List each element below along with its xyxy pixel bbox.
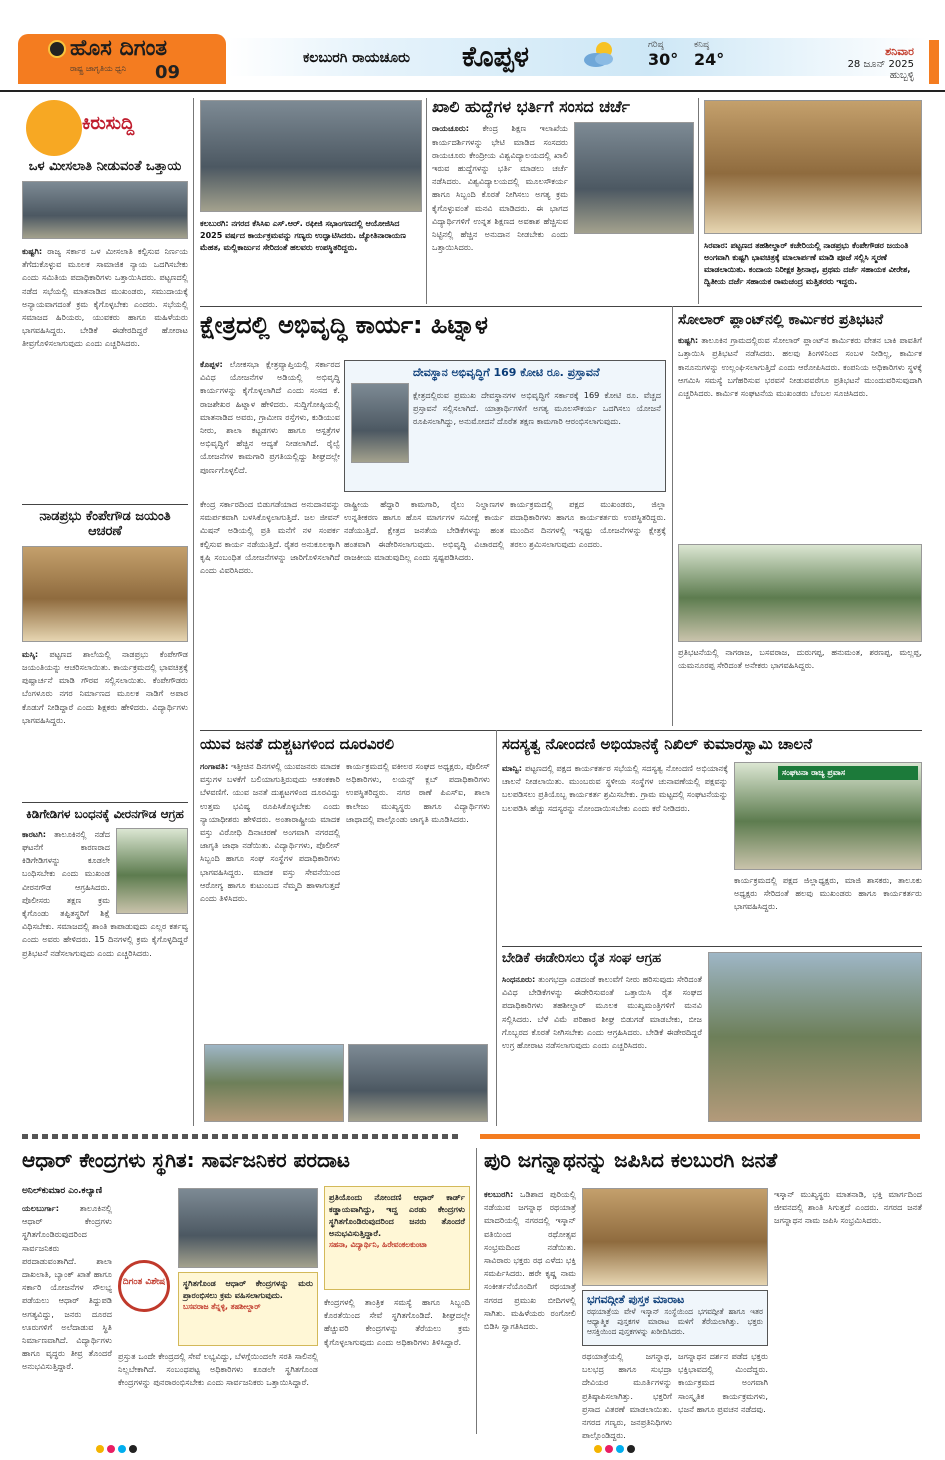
puri-col-4 bbox=[774, 1188, 922, 1434]
puri-body-4: ಇಸ್ಕಾನ್ ಮುಖ್ಯಸ್ಥರು ಮಾತನಾಡಿ, ಭಕ್ತಿ ಮಾರ್ಗದಿಂದ ಜೀವನದಲ್ಲಿ ಶಾಂತಿ ಸಿಗುತ್ತದೆ ಎಂದರು. ನಗರದ ಜನತೆ ಜಗನ್ನಾಥನ ನಾಮ ಜಪಿಸಿ ಸಂಭ್ರಮಿಸಿದರು. bbox=[774, 1189, 922, 1226]
masthead bbox=[0, 0, 945, 92]
puri-inset bbox=[582, 1290, 768, 1346]
column-divider bbox=[496, 730, 497, 1126]
lead-col-1b bbox=[200, 498, 340, 720]
page-number: 09 bbox=[155, 62, 181, 83]
lead-col-3 bbox=[510, 498, 666, 720]
aadhaar-quote-1-text: ಪ್ರತಿಯೊಂದು ನೋಂದಣಿ ಆಧಾರ್ ಕಾರ್ಡ್ ಕಡ್ಡಾಯವಾಗಿದ್ದು, ಇದ್ದ ಎರಡು ಕೇಂದ್ರಗಳು ಸ್ಥಗಿತಗೊಂಡಿರುವುದರಿಂದ ಜನರು ತೊಂದರೆ ಅನುಭವಿಸುತ್ತಿದ್ದಾರೆ. bbox=[329, 1192, 465, 1238]
membership-body-2: ಕಾರ್ಯಕ್ರಮದಲ್ಲಿ ಪಕ್ಷದ ಜಿಲ್ಲಾಧ್ಯಕ್ಷರು, ಮಾಜಿ ಶಾಸಕರು, ತಾಲೂಕು ಅಧ್ಯಕ್ಷರು ಸೇರಿದಂತೆ ಹಲವು ಮುಖಂಡರು ಹಾಗೂ ಕಾರ್ಯಕರ್ತರು ಭಾಗವಹಿಸಿದ್ದರು. bbox=[734, 875, 922, 912]
aadhaar-photo bbox=[178, 1188, 318, 1268]
edition-city: ಹುಬ್ಬಳ್ಳಿ bbox=[889, 70, 914, 81]
event-photo-caption: ಕಲಬುರಗಿ: ನಗರದ ಕೆಸಿಸಿಐ ಎಸ್.ಆರ್. ರಫೀಜಿ ಸಭಾಂಗಣದಲ್ಲಿ ಆಯೋಜಿಸಿದ 2025 ವರ್ಷದ ಕಾರ್ಯಕ್ರಮವನ್ನು ಗಣ್ಯರು ಉದ್ಘಾಟಿಸಿದರು. ಜ್ಯೋತಿನಾರಾಯಣ ಮೆಹತ, ಮಲ್ಲಿಕಾರ್ಜುನ ಸೇರಿದಂತೆ ಹಲವರು ಉಪಸ್ಥಿತರಿದ್ದರು. bbox=[200, 219, 406, 252]
registration-dot bbox=[616, 1445, 624, 1453]
registration-dot bbox=[605, 1445, 613, 1453]
brand-tagline: ರಾಷ್ಟ್ರ ಜಾಗೃತಿಯ ಧ್ವನಿ bbox=[70, 64, 127, 73]
section-title: ಕಿರುಸುದ್ದಿ bbox=[82, 113, 135, 134]
youth-photo-2 bbox=[348, 1044, 488, 1122]
puri-dateline: ಕಲಬುರಗಿ: bbox=[484, 1189, 514, 1199]
brief-3-body: ಕಾರಟಗಿ: ತಾಲೂಕಿನಲ್ಲಿ ನಡೆದ ಘಟನೆಗೆ ಕಾರಣರಾದ ಕಿಡಿಗೇಡಿಗಳನ್ನು ಕೂಡಲೇ ಬಂಧಿಸಬೇಕು ಎಂದು ಮುಖಂಡ ವೀರನಗೌಡ ಆಗ್ರಹಿಸಿದರು. ಪೊಲೀಸರು ತಕ್ಷಣ ಕ್ರಮ ಕೈಗೊಂಡು ತಪ್ಪಿತಸ್ಥರಿಗೆ ಶಿಕ್ಷೆ ವಿಧಿಸಬೇಕು. ಸಮಾಜದಲ್ಲಿ ಶಾಂತಿ ಕಾಪಾಡುವುದು ಎಲ್ಲರ ಕರ್ತವ್ಯ ಎಂದು ಅವರು ಹೇಳಿದರು. 15 ದಿನಗಳಲ್ಲಿ ಕ್ರಮ ಕೈಗೊಳ್ಳದಿದ್ದರೆ ಪ್ರತಿಭಟನೆ ನಡೆಸಲಾಗುವುದು ಎಂದು ಎಚ್ಚರಿಸಿದರು. bbox=[22, 828, 188, 958]
puri-col-1 bbox=[484, 1188, 576, 1434]
aadhaar-col-1 bbox=[22, 1202, 112, 1432]
column-divider bbox=[672, 306, 673, 726]
aadhaar-quote-2 bbox=[178, 1272, 318, 1346]
min-temp-block bbox=[694, 40, 724, 69]
puri-col-2 bbox=[582, 1350, 672, 1441]
youth-headline: ಯುವ ಜನತೆ ದುಶ್ಚಟಗಳಿಂದ ದೂರವಿರಲಿ bbox=[200, 735, 395, 753]
brief-1-body: ಕುಷ್ಟಗಿ: ರಾಜ್ಯ ಸರ್ಕಾರ ಒಳ ಮೀಸಲಾತಿ ಕಲ್ಪಿಸುವ ನಿರ್ಣಯ ತೆಗೆದುಕೊಳ್ಳುವ ಮೂಲಕ ಸಾಮಾಜಿಕ ನ್ಯಾಯ ಒದಗಿಸಬೇಕು ಎಂದು ಸಮಿತಿಯ ಪದಾಧಿಕಾರಿಗಳು ಒತ್ತಾಯಿಸಿದರು. ಪಟ್ಟಣದಲ್ಲಿ ನಡೆದ ಸಭೆಯಲ್ಲಿ ಮಾತನಾಡಿದ ಮುಖಂಡರು, ಸಮುದಾಯಕ್ಕೆ ಅನ್ಯಾಯವಾಗದಂತೆ ಕ್ರಮ ಕೈಗೊಳ್ಳಬೇಕು ಎಂದರು. ಸಭೆಯಲ್ಲಿ ಸಮಾಜದ ಹಿರಿಯರು, ಯುವಕರು ಹಾಗೂ ಮಹಿಳೆಯರು ಭಾಗವಹಿಸಿದ್ದರು. ಬೇಡಿಕೆ ಈಡೇರದಿದ್ದರೆ ಹೋರಾಟ ತೀವ್ರಗೊಳಿಸಲಾಗುವುದು ಎಂದು ಎಚ್ಚರಿಸಿದರು. bbox=[22, 245, 188, 349]
brief-1 bbox=[22, 160, 188, 351]
puri-inset-title: ಭಗವದ್ಗೀತೆ ಪುಸ್ತಕ ಮಾರಾಟ bbox=[587, 1293, 685, 1306]
lead-inset-box bbox=[344, 360, 666, 492]
aadhaar-dateline: ಯಲಬುರ್ಗಾ: bbox=[22, 1203, 60, 1213]
youth-body: ಗಂಗಾವತಿ: ಇತ್ತೀಚಿನ ದಿನಗಳಲ್ಲಿ ಯುವಜನರು ಮಾದಕ ವಸ್ತುಗಳ ಬಳಕೆಗೆ ಬಲಿಯಾಗುತ್ತಿರುವುದು ಆತಂಕಕಾರಿ ಬೆಳವಣಿಗೆ. ಯುವ ಜನತೆ ದುಶ್ಚಟಗಳಿಂದ ದೂರವಿದ್ದು ಉತ್ತಮ ಭವಿಷ್ಯ ರೂಪಿಸಿಕೊಳ್ಳಬೇಕು ಎಂದು ನ್ಯಾಯಾಧೀಶರು ಹೇಳಿದರು. ಅಂತಾರಾಷ್ಟ್ರೀಯ ಮಾದಕ ವಸ್ತು ವಿರೋಧಿ ದಿನಾಚರಣೆ ಅಂಗವಾಗಿ ನಗರದಲ್ಲಿ ಜಾಗೃತಿ ಜಾಥಾ ನಡೆಯಿತು. ವಿದ್ಯಾರ್ಥಿಗಳು, ಪೊಲೀಸ್ ಸಿಬ್ಬಂದಿ ಹಾಗೂ ಸಂಘ ಸಂಸ್ಥೆಗಳ ಪದಾಧಿಕಾರಿಗಳು ಭಾಗವಹಿಸಿದ್ದರು. ಮಾದಕ ವಸ್ತು ಸೇವನೆಯಿಂದ ಆರೋಗ್ಯ ಹಾಗೂ ಕುಟುಂಬದ ನೆಮ್ಮದಿ ಹಾಳಾಗುತ್ತದೆ ಎಂದು ತಿಳಿಸಿದರು. bbox=[200, 761, 340, 904]
brief-1-headline: ಒಳ ಮೀಸಲಾತಿ ನೀಡುವಂತೆ ಒತ್ತಾಯ bbox=[28, 159, 182, 174]
membership-banner: ಸಂಘಟನಾ ರಾಜ್ಯ ಪ್ರವಾಸ bbox=[778, 766, 918, 780]
column-divider bbox=[426, 98, 427, 304]
puri-body: ಕಲಬುರಗಿ: ಒಡಿಶಾದ ಪುರಿಯಲ್ಲಿ ನಡೆಯುವ ಜಗನ್ನಾಥ ರಥಯಾತ್ರೆ ಮಾದರಿಯಲ್ಲಿ ನಗರದಲ್ಲಿ ಇಸ್ಕಾನ್ ವತಿಯಿಂದ ರಥೋತ್ಸವ ಸಂಭ್ರಮದಿಂದ ನಡೆಯಿತು. ಸಾವಿರಾರು ಭಕ್ತರು ರಥ ಎಳೆದು ಭಕ್ತಿ ಸಮರ್ಪಿಸಿದರು. ಹರೇ ಕೃಷ್ಣ ನಾಮ ಸಂಕೀರ್ತನೆಯೊಂದಿಗೆ ರಥಯಾತ್ರೆ ನಗರದ ಪ್ರಮುಖ ಬೀದಿಗಳಲ್ಲಿ ಸಾಗಿತು. ಮಹಿಳೆಯರು ರಂಗೋಲಿ ಬಿಡಿಸಿ ಸ್ವಾಗತಿಸಿದರು. bbox=[484, 1189, 576, 1332]
max-temp-label: ಗರಿಷ್ಠ bbox=[648, 40, 664, 50]
rathayatra-photo bbox=[582, 1188, 768, 1286]
region-names: ಕಲಬುರಗಿ ರಾಯಚೂರು bbox=[303, 50, 410, 66]
lead-dateline: ಕೊಪ್ಪಳ: bbox=[200, 359, 223, 369]
divider bbox=[502, 946, 922, 947]
aadhaar-col-3 bbox=[324, 1296, 470, 1432]
min-temp: 24° bbox=[694, 50, 725, 69]
membership-dateline: ಮಾನ್ವಿ: bbox=[502, 763, 522, 773]
column-divider bbox=[476, 1148, 477, 1434]
brief-2-headline: ನಾಡಪ್ರಭು ಕೆಂಪೇಗೌಡ ಜಯಂತಿ ಆಚರಣೆ bbox=[39, 509, 171, 539]
farmers-headline: ಬೇಡಿಕೆ ಈಡೇರಿಸಲು ರೈತ ಸಂಘ ಆಗ್ರಹ bbox=[502, 951, 662, 966]
min-temp-label: ಕನಿಷ್ಠ bbox=[694, 40, 710, 50]
brief-3 bbox=[22, 808, 188, 960]
brief-2 bbox=[22, 510, 188, 727]
divider bbox=[22, 802, 188, 803]
photo-story-1 bbox=[200, 100, 422, 254]
kempegowda-caption: ಸಿರವಾರ: ಪಟ್ಟಣದ ತಹಶೀಲ್ದಾರ್ ಕಚೇರಿಯಲ್ಲಿ ನಾಡಪ್ರಭು ಕೆಂಪೇಗೌಡರ ಜಯಂತಿ ಅಂಗವಾಗಿ ಕುಷ್ಟಗಿ ಭಾವಚಿತ್ರಕ್ಕೆ ಮಾಲಾರ್ಪಣೆ ಮಾಡಿ ಪೂಜೆ ಸಲ್ಲಿಸಿ ಸ್ಮರಣೆ ಮಾಡಲಾಯಿತು. ಕಂದಾಯ ನಿರೀಕ್ಷಕ ಶ್ರೀನಾಥ, ಪ್ರಥಮ ದರ್ಜೆ ಸಹಾಯಕ ವೀರೇಶ, ದ್ವಿತೀಯ ದರ್ಜೆ ಸಹಾಯಕ ರಾಮಚಂದ್ರ ಮತ್ತಿತರರು ಇದ್ದರು. bbox=[704, 241, 911, 286]
youth-col-1 bbox=[200, 760, 340, 1040]
story-vacancy-headline: ಖಾಲಿ ಹುದ್ದೆಗಳ ಭರ್ತಿಗೆ ಸಂಸದ ಚರ್ಚೆ bbox=[432, 97, 630, 116]
farmers-story bbox=[502, 952, 702, 1117]
registration-dot bbox=[594, 1445, 602, 1453]
puri-inset-body: ರಥಯಾತ್ರೆಯ ವೇಳೆ ಇಸ್ಕಾನ್ ಸಂಸ್ಥೆಯಿಂದ ಭಗವದ್ಗೀತೆ ಹಾಗೂ ಇತರ ಆಧ್ಯಾತ್ಮಿಕ ಪುಸ್ತಕಗಳ ಮಾರಾಟ ಮಳಿಗೆ ತೆರೆಯಲಾಗಿತ್ತು. ಭಕ್ತರು ಆಸಕ್ತಿಯಿಂದ ಪುಸ್ತಕಗಳನ್ನು ಖರೀದಿಸಿದರು. bbox=[587, 1306, 763, 1336]
max-temp: 30° bbox=[648, 50, 679, 69]
column-divider bbox=[193, 98, 194, 1126]
brief-3-dateline: ಕಾರಟಗಿ: bbox=[22, 828, 47, 839]
event-photo bbox=[200, 100, 422, 212]
farmers-dateline: ಸಿಂಧನೂರು: bbox=[502, 973, 536, 984]
brief-3-headline: ಕಿಡಿಗೇಡಿಗಳ ಬಂಧನಕ್ಕೆ ವೀರನಗೌಡ ಆಗ್ರಹ bbox=[26, 807, 184, 821]
farmers-photo bbox=[708, 952, 922, 1122]
partly-cloudy-icon bbox=[582, 40, 618, 68]
registration-dot bbox=[129, 1445, 137, 1453]
lead-body-1: ಕೊಪ್ಪಳ: ಲೋಕಸಭಾ ಕ್ಷೇತ್ರವ್ಯಾಪ್ತಿಯಲ್ಲಿ ಸರ್ಕಾರದ ವಿವಿಧ ಯೋಜನೆಗಳ ಅಡಿಯಲ್ಲಿ ಅಭಿವೃದ್ಧಿ ಕಾರ್ಯಗಳನ್ನು ಕೈಗೊಳ್ಳಲಾಗಿದೆ ಎಂದು ಸಂಸದ ಕೆ. ರಾಜಶೇಖರ ಹಿಟ್ನಾಳ ಹೇಳಿದರು. ಸುದ್ದಿಗೋಷ್ಠಿಯಲ್ಲಿ ಮಾತನಾಡಿದ ಅವರು, ಗ್ರಾಮೀಣ ರಸ್ತೆಗಳು, ಕುಡಿಯುವ ನೀರು, ಶಾಲಾ ಕಟ್ಟಡಗಳು ಹಾಗೂ ಆಸ್ಪತ್ರೆಗಳ ಅಭಿವೃದ್ಧಿಗೆ ಹೆಚ್ಚಿನ ಆದ್ಯತೆ ನೀಡಲಾಗಿದೆ. ರೈಲ್ವೆ ಯೋಜನೆಗಳ ಕಾಮಗಾರಿ ಪ್ರಗತಿಯಲ್ಲಿದ್ದು ಶೀಘ್ರದಲ್ಲೇ ಪೂರ್ಣಗೊಳ್ಳಲಿದೆ. bbox=[200, 359, 340, 475]
divider bbox=[200, 306, 922, 307]
aadhaar-quote-1 bbox=[324, 1186, 470, 1290]
lead-inset-title: ದೇವಸ್ಥಾನ ಅಭಿವೃದ್ಧಿಗೆ 169 ಕೋಟಿ ರೂ. ಪ್ರಸ್ತಾವನೆ bbox=[413, 366, 600, 379]
print-registration-dots-right bbox=[594, 1438, 638, 1446]
lead-body-4: ಕಾರ್ಯಕ್ರಮದಲ್ಲಿ ಪಕ್ಷದ ಮುಖಂಡರು, ಜಿಲ್ಲಾ ಪದಾಧಿಕಾರಿಗಳು ಹಾಗೂ ಕಾರ್ಯಕರ್ತರು ಉಪಸ್ಥಿತರಿದ್ದರು. ಮುಂದಿನ ದಿನಗಳಲ್ಲಿ ಇನ್ನಷ್ಟು ಯೋಜನೆಗಳನ್ನು ಕ್ಷೇತ್ರಕ್ಕೆ ತರಲು ಶ್ರಮಿಸಲಾಗುವುದು ಎಂದರು. bbox=[510, 499, 666, 549]
puri-body-3: ಜಗನ್ನಾಥನ ದರ್ಶನ ಪಡೆದ ಭಕ್ತರು ಭಕ್ತಿಭಾವದಲ್ಲಿ ಮಿಂದೆದ್ದರು. ಕಾರ್ಯಕ್ರಮದ ಅಂಗವಾಗಿ ಸಾಂಸ್ಕೃತಿಕ ಕಾರ್ಯಕ್ರಮಗಳು, ಭಜನೆ ಹಾಗೂ ಪ್ರವಚನ ನಡೆದವು. bbox=[678, 1351, 768, 1414]
youth-col-2 bbox=[346, 760, 490, 1040]
issue-date: 28 ಜೂನ್ 2025 bbox=[847, 59, 914, 70]
registration-dot bbox=[96, 1445, 104, 1453]
aadhaar-body-2: ಪ್ರಸ್ತುತ ಒಂದೇ ಕೇಂದ್ರದಲ್ಲಿ ಸೇವೆ ಲಭ್ಯವಿದ್ದು, ಬೆಳಗ್ಗೆಯಿಂದಲೇ ಸರತಿ ಸಾಲಿನಲ್ಲಿ ನಿಲ್ಲಬೇಕಾಗಿದೆ. ಸಂಬಂಧಪಟ್ಟ ಅಧಿಕಾರಿಗಳು ಕೂಡಲೇ ಸ್ಥಗಿತಗೊಂಡ ಕೇಂದ್ರಗಳನ್ನು ಪುನರಾರಂಭಿಸಬೇಕು ಎಂದು ಸಾರ್ವಜನಿಕರು ಒತ್ತಾಯಿಸಿದ್ದಾರೆ. bbox=[118, 1351, 318, 1388]
lead-body-2: ಕೇಂದ್ರ ಸರ್ಕಾರದಿಂದ ಬಿಡುಗಡೆಯಾದ ಅನುದಾನವನ್ನು ಸಮರ್ಪಕವಾಗಿ ಬಳಸಿಕೊಳ್ಳಲಾಗುತ್ತಿದೆ. ಜಲ ಜೀವನ್ ಮಿಷನ್ ಅಡಿಯಲ್ಲಿ ಪ್ರತಿ ಮನೆಗೆ ನಳ ಸಂಪರ್ಕ ಕಲ್ಪಿಸುವ ಕಾರ್ಯ ನಡೆಯುತ್ತಿದೆ. ರೈತರ ಅನುಕೂಲಕ್ಕಾಗಿ ಕೃಷಿ ಸಂಬಂಧಿತ ಯೋಜನೆಗಳನ್ನು ಜಾರಿಗೊಳಿಸಲಾಗಿದೆ ಎಂದು ವಿವರಿಸಿದರು. bbox=[200, 499, 340, 576]
brand-logo: ಹೊಸ ದಿಗಂತ bbox=[70, 36, 168, 61]
divider bbox=[200, 730, 922, 731]
aadhaar-col-2 bbox=[118, 1350, 318, 1432]
puri-headline: ಪುರಿ ಜಗನ್ನಾಥನನ್ನು ಜಪಿಸಿದ ಕಲಬುರಗಿ ಜನತೆ bbox=[484, 1148, 778, 1172]
membership-body: ಮಾನ್ವಿ: ಪಟ್ಟಣದಲ್ಲಿ ಪಕ್ಷದ ಕಾರ್ಯಕರ್ತರ ಸಭೆಯಲ್ಲಿ ಸದಸ್ಯತ್ವ ನೋಂದಣಿ ಅಭಿಯಾನಕ್ಕೆ ಚಾಲನೆ ನೀಡಲಾಯಿತು. ಮುಂಬರುವ ಸ್ಥಳೀಯ ಸಂಸ್ಥೆಗಳ ಚುನಾವಣೆಯಲ್ಲಿ ಪಕ್ಷವನ್ನು ಬಲಪಡಿಸಲು ಪ್ರತಿಯೊಬ್ಬ ಕಾರ್ಯಕರ್ತ ಶ್ರಮಿಸಬೇಕು. ಗ್ರಾಮ ಮಟ್ಟದಲ್ಲಿ ಸಂಘಟನೆಯನ್ನು ಬಲಪಡಿಸಿ ಹೆಚ್ಚು ಸದಸ್ಯರನ್ನು ನೋಂದಾಯಿಸಬೇಕು ಎಂದು ಕರೆ ನೀಡಿದರು. bbox=[502, 763, 728, 813]
youth-body-2: ಕಾರ್ಯಕ್ರಮದಲ್ಲಿ ವಕೀಲರ ಸಂಘದ ಅಧ್ಯಕ್ಷರು, ಪೊಲೀಸ್ ಅಧಿಕಾರಿಗಳು, ಲಯನ್ಸ್ ಕ್ಲಬ್ ಪದಾಧಿಕಾರಿಗಳು ಉಪಸ್ಥಿತರಿದ್ದರು. ನಗರ ಠಾಣೆ ಪಿಎಸ್ಐ, ಶಾಲಾ ಕಾಲೇಜು ಮುಖ್ಯಸ್ಥರು ಹಾಗೂ ವಿದ್ಯಾರ್ಥಿಗಳು ಜಾಥಾದಲ್ಲಿ ಪಾಲ್ಗೊಂಡು ಜಾಗೃತಿ ಮೂಡಿಸಿದರು. bbox=[346, 761, 490, 824]
weekday: ಶನಿವಾರ bbox=[885, 45, 914, 58]
membership-col-2 bbox=[734, 874, 922, 942]
kirusuddi-badge-icon bbox=[26, 100, 82, 156]
brief-2-photo bbox=[22, 546, 188, 642]
solar-body: ಕುಷ್ಟಗಿ: ತಾಲೂಕಿನ ಗ್ರಾಮದಲ್ಲಿರುವ ಸೋಲಾರ್ ಪ್ಲಾಂಟ್‌ನ ಕಾರ್ಮಿಕರು ವೇತನ ಬಾಕಿ ಪಾವತಿಗೆ ಒತ್ತಾಯಿಸಿ ಪ್ರತಿಭಟನೆ ನಡೆಸಿದರು. ಹಲವು ತಿಂಗಳಿನಿಂದ ಸಂಬಳ ನೀಡಿಲ್ಲ, ಕಾರ್ಮಿಕ ಕಾನೂನುಗಳನ್ನು ಉಲ್ಲಂಘಿಸಲಾಗುತ್ತಿದೆ ಎಂದು ಆರೋಪಿಸಿದರು. ಕಂಪನಿಯ ಅಧಿಕಾರಿಗಳು ಸ್ಥಳಕ್ಕೆ ಆಗಮಿಸಿ ಸಮಸ್ಯೆ ಬಗೆಹರಿಸುವ ಭರವಸೆ ನೀಡುವವರೆಗೂ ಪ್ರತಿಭಟನೆ ಮುಂದುವರಿಸುವುದಾಗಿ ಎಚ್ಚರಿಸಿದರು. ಕಾರ್ಮಿಕ ಸಂಘಟನೆಯ ಮುಖಂಡರು ಬೆಂಬಲ ಸೂಚಿಸಿದರು. bbox=[678, 335, 922, 398]
lead-col-2 bbox=[344, 498, 504, 720]
lead-story bbox=[200, 312, 668, 340]
aadhaar-quote-2-text: ಸ್ಥಗಿತಗೊಂಡ ಆಧಾರ್ ಕೇಂದ್ರಗಳನ್ನು ಮರು ಪ್ರಾರಂಭಿಸಲು ಕ್ರಮ ವಹಿಸಲಾಗುವುದು. bbox=[183, 1278, 313, 1300]
brief-1-photo bbox=[22, 181, 188, 239]
youth-story bbox=[200, 736, 490, 753]
aadhaar-quote-1-by: ಸಹನಾ, ವಿದ್ಯಾರ್ಥಿನಿ, ಹಿರೇವಂಕಲಕುಂಟಾ bbox=[329, 1240, 427, 1249]
aadhaar-body-3: ಕೇಂದ್ರಗಳಲ್ಲಿ ತಾಂತ್ರಿಕ ಸಮಸ್ಯೆ ಹಾಗೂ ಸಿಬ್ಬಂದಿ ಕೊರತೆಯಿಂದ ಸೇವೆ ಸ್ಥಗಿತಗೊಂಡಿದೆ. ಶೀಘ್ರದಲ್ಲೇ ಹೆಚ್ಚುವರಿ ಕೇಂದ್ರಗಳನ್ನು ತೆರೆಯಲು ಕ್ರಮ ಕೈಗೊಳ್ಳಲಾಗುವುದು ಎಂದು ಅಧಿಕಾರಿಗಳು ತಿಳಿಸಿದ್ದಾರೆ. bbox=[324, 1297, 470, 1347]
brief-1-dateline: ಕುಷ್ಟಗಿ: bbox=[22, 245, 43, 256]
registration-dot bbox=[118, 1445, 126, 1453]
vishesha-badge: ದಿಗಂತ ವಿಶೇಷ bbox=[118, 1260, 170, 1312]
mp-portrait bbox=[351, 383, 409, 463]
photo-story-3 bbox=[704, 100, 922, 288]
puri-col-3 bbox=[678, 1350, 768, 1434]
divider bbox=[22, 504, 188, 505]
solar-headline: ಸೋಲಾರ್ ಪ್ಲಾಂಟ್‌ನಲ್ಲಿ ಕಾರ್ಮಿಕರ ಪ್ರತಿಭಟನೆ bbox=[678, 312, 884, 328]
aadhaar-byline-name: ಅನಿಲ್‌ಕುಮಾರ ಎಂ.ಕಲ್ಯಾಣಿ bbox=[22, 1186, 103, 1196]
youth-photo-1 bbox=[204, 1044, 344, 1122]
story-vacancy-photo bbox=[574, 122, 694, 234]
aadhaar-body: ಯಲಬುರ್ಗಾ: ತಾಲೂಕಿನಲ್ಲಿ ಆಧಾರ್ ಕೇಂದ್ರಗಳು ಸ್ಥಗಿತಗೊಂಡಿರುವುದರಿಂದ ಸಾರ್ವಜನಿಕರು ಪರದಾಡುವಂತಾಗಿದೆ. ಶಾಲಾ ದಾಖಲಾತಿ, ಬ್ಯಾಂಕ್ ಖಾತೆ ಹಾಗೂ ಸರ್ಕಾರಿ ಯೋಜನೆಗಳ ಸೌಲಭ್ಯ ಪಡೆಯಲು ಆಧಾರ್ ತಿದ್ದುಪಡಿ ಅಗತ್ಯವಿದ್ದು, ಜನರು ದೂರದ ಊರುಗಳಿಗೆ ಅಲೆದಾಡುವ ಸ್ಥಿತಿ ನಿರ್ಮಾಣವಾಗಿದೆ. ವಿದ್ಯಾರ್ಥಿಗಳು ಹಾಗೂ ವೃದ್ಧರು ತೀವ್ರ ತೊಂದರೆ ಅನುಭವಿಸುತ್ತಿದ್ದಾರೆ. bbox=[22, 1203, 112, 1372]
lead-col-1 bbox=[200, 358, 340, 477]
brief-3-portrait bbox=[116, 828, 188, 914]
brand-emblem-icon bbox=[48, 40, 66, 58]
masthead-accent bbox=[929, 40, 939, 84]
date-block bbox=[824, 45, 914, 81]
farmers-body: ಸಿಂಧನೂರು: ತುಂಗಭದ್ರಾ ಎಡದಂಡೆ ಕಾಲುವೆಗೆ ನೀರು ಹರಿಸುವುದು ಸೇರಿದಂತೆ ವಿವಿಧ ಬೇಡಿಕೆಗಳನ್ನು ಈಡೇರಿಸುವಂತೆ ಒತ್ತಾಯಿಸಿ ರೈತ ಸಂಘದ ಪದಾಧಿಕಾರಿಗಳು ತಹಶೀಲ್ದಾರ್ ಮೂಲಕ ಮುಖ್ಯಮಂತ್ರಿಗಳಿಗೆ ಮನವಿ ಸಲ್ಲಿಸಿದರು. ಬೆಳೆ ವಿಮೆ ಪರಿಹಾರ ಶೀಘ್ರ ಬಿಡುಗಡೆ ಮಾಡಬೇಕು, ಬೀಜ ಗೊಬ್ಬರದ ಕೊರತೆ ನೀಗಿಸಬೇಕು ಎಂದು ಆಗ್ರಹಿಸಿದರು. ಬೇಡಿಕೆ ಈಡೇರದಿದ್ದರೆ ಉಗ್ರ ಹೋರಾಟ ನಡೆಸಲಾಗುವುದು ಎಂದು ಎಚ್ಚರಿಸಿದರು. bbox=[502, 973, 702, 1050]
print-registration-dots-left bbox=[96, 1438, 140, 1446]
brief-2-dateline: ಮಸ್ಕಿ: bbox=[22, 648, 39, 659]
story-vacancy-body: ರಾಯಚೂರು: ಕೇಂದ್ರ ಶಿಕ್ಷಣ ಇಲಾಖೆಯ ಕಾರ್ಯದರ್ಶಿಗಳನ್ನು ಭೇಟಿ ಮಾಡಿದ ಸಂಸದರು ರಾಯಚೂರು ಕೇಂದ್ರೀಯ ವಿಶ್ವವಿದ್ಯಾಲಯದಲ್ಲಿ ಖಾಲಿ ಇರುವ ಹುದ್ದೆಗಳನ್ನು ಭರ್ತಿ ಮಾಡಲು ಚರ್ಚೆ ನಡೆಸಿದರು. ವಿಶ್ವವಿದ್ಯಾಲಯದಲ್ಲಿ ಮೂಲಸೌಕರ್ಯ ಹಾಗೂ ಸಿಬ್ಬಂದಿ ಕೊರತೆ ನೀಗಿಸಲು ಅಗತ್ಯ ಕ್ರಮ ಕೈಗೊಳ್ಳುವಂತೆ ಮನವಿ ಮಾಡಿದರು. ಈ ಭಾಗದ ವಿದ್ಯಾರ್ಥಿಗಳಿಗೆ ಉನ್ನತ ಶಿಕ್ಷಣದ ಅವಕಾಶ ಹೆಚ್ಚಿಸುವ ನಿಟ್ಟಿನಲ್ಲಿ ಹೆಚ್ಚಿನ ಅನುದಾನ ನೀಡಬೇಕು ಎಂದು ಒತ್ತಾಯಿಸಿದರು. bbox=[432, 123, 568, 253]
membership-headline: ಸದಸ್ಯತ್ವ ನೋಂದಣಿ ಅಭಿಯಾನಕ್ಕೆ ನಿಖಿಲ್ ಕುಮಾರಸ್ವಾಮಿ ಚಾಲನೆ bbox=[502, 735, 813, 753]
section-bar-right bbox=[480, 1134, 920, 1139]
aadhaar-quote-2-by: ಬಸವರಾಜ ತೆನ್ನಳ್ಳಿ, ತಹಶೀಲ್ದಾರ್ bbox=[183, 1302, 261, 1311]
solar-body-2: ಪ್ರತಿಭಟನೆಯಲ್ಲಿ ನಾಗರಾಜ, ಬಸವರಾಜ, ದುರುಗಪ್ಪ, ಹನುಮಂತ, ಶರಣಪ್ಪ, ಮಲ್ಲಪ್ಪ, ಯಮನೂರಪ್ಪ ಸೇರಿದಂತೆ ಅನೇಕರು ಭಾಗವಹಿಸಿದ್ದರು. bbox=[678, 647, 922, 671]
solar-story bbox=[678, 312, 922, 706]
aadhaar-headline: ಆಧಾರ್ ಕೇಂದ್ರಗಳು ಸ್ಥಗಿತ: ಸಾರ್ವಜನಿಕರ ಪರದಾಟ bbox=[22, 1148, 350, 1172]
youth-dateline: ಗಂಗಾವತಿ: bbox=[200, 761, 229, 771]
solar-protest-photo bbox=[678, 544, 922, 642]
membership-story bbox=[502, 736, 922, 753]
solar-dateline: ಕುಷ್ಟಗಿ: bbox=[678, 335, 699, 346]
story-vacancy-dateline: ರಾಯಚೂರು: bbox=[432, 123, 470, 134]
registration-dot bbox=[107, 1445, 115, 1453]
region-city: ಕೊಪ್ಪಳ bbox=[462, 40, 529, 73]
section-bar-left bbox=[22, 1134, 462, 1139]
column-divider bbox=[698, 98, 699, 304]
membership-col-1 bbox=[502, 762, 728, 942]
story-vacancy bbox=[432, 98, 694, 254]
kempegowda-photo bbox=[704, 100, 922, 234]
registration-dot bbox=[627, 1445, 635, 1453]
puri-body-2: ರಥಯಾತ್ರೆಯಲ್ಲಿ ಜಗನ್ನಾಥ, ಬಲಭದ್ರ ಹಾಗೂ ಸುಭದ್ರಾ ದೇವಿಯರ ಮೂರ್ತಿಗಳನ್ನು ಪ್ರತಿಷ್ಠಾಪಿಸಲಾಗಿತ್ತು. ಭಕ್ತರಿಗೆ ಪ್ರಸಾದ ವಿತರಣೆ ಮಾಡಲಾಯಿತು. ನಗರದ ಗಣ್ಯರು, ಜನಪ್ರತಿನಿಧಿಗಳು ಪಾಲ್ಗೊಂಡಿದ್ದರು. bbox=[582, 1351, 672, 1441]
lead-headline: ಕ್ಷೇತ್ರದಲ್ಲಿ ಅಭಿವೃದ್ಧಿ ಕಾರ್ಯ: ಹಿಟ್ನಾಳ bbox=[200, 311, 488, 339]
brief-2-body: ಮಸ್ಕಿ: ಪಟ್ಟಣದ ಶಾಲೆಯಲ್ಲಿ ನಾಡಪ್ರಭು ಕೆಂಪೇಗೌಡ ಜಯಂತಿಯನ್ನು ಆಚರಿಸಲಾಯಿತು. ಕಾರ್ಯಕ್ರಮದಲ್ಲಿ ಭಾವಚಿತ್ರಕ್ಕೆ ಪುಷ್ಪಾರ್ಚನೆ ಮಾಡಿ ಗೌರವ ಸಲ್ಲಿಸಲಾಯಿತು. ಕೆಂಪೇಗೌಡರು ಬೆಂಗಳೂರು ನಗರ ನಿರ್ಮಾಣದ ಮೂಲಕ ನಾಡಿಗೆ ಅಪಾರ ಕೊಡುಗೆ ನೀಡಿದ್ದಾರೆ ಎಂದು ಶಿಕ್ಷಕರು ಹೇಳಿದರು. ವಿದ್ಯಾರ್ಥಿಗಳು ಭಾಗವಹಿಸಿದ್ದರು. bbox=[22, 648, 188, 725]
lead-inset-body: ಕ್ಷೇತ್ರದಲ್ಲಿರುವ ಪ್ರಮುಖ ದೇವಸ್ಥಾನಗಳ ಅಭಿವೃದ್ಧಿಗೆ ಸರ್ಕಾರಕ್ಕೆ 169 ಕೋಟಿ ರೂ. ವೆಚ್ಚದ ಪ್ರಸ್ತಾವನೆ ಸಲ್ಲಿಸಲಾಗಿದೆ. ಯಾತ್ರಾರ್ಥಿಗಳಿಗೆ ಅಗತ್ಯ ಮೂಲಸೌಕರ್ಯ ಒದಗಿಸಲು ಯೋಜನೆ ರೂಪಿಸಲಾಗಿದ್ದು, ಅನುಮೋದನೆ ದೊರೆತ ತಕ್ಷಣ ಕಾಮಗಾರಿ ಆರಂಭಿಸಲಾಗುವುದು. bbox=[413, 390, 661, 427]
max-temp-block bbox=[648, 40, 678, 69]
lead-body-3: ರಾಷ್ಟ್ರೀಯ ಹೆದ್ದಾರಿ ಕಾಮಗಾರಿ, ರೈಲು ನಿಲ್ದಾಣಗಳ ಉನ್ನತೀಕರಣ ಹಾಗೂ ಹೊಸ ಮಾರ್ಗಗಳ ಸಮೀಕ್ಷೆ ಕಾರ್ಯ ನಡೆಯುತ್ತಿದೆ. ಕ್ಷೇತ್ರದ ಜನತೆಯ ಬೇಡಿಕೆಗಳನ್ನು ಹಂತ ಹಂತವಾಗಿ ಈಡೇರಿಸಲಾಗುವುದು. ಅಭಿವೃದ್ಧಿ ವಿಚಾರದಲ್ಲಿ ರಾಜಕೀಯ ಮಾಡುವುದಿಲ್ಲ ಎಂದು ಸ್ಪಷ್ಟಪಡಿಸಿದರು. bbox=[344, 499, 504, 562]
